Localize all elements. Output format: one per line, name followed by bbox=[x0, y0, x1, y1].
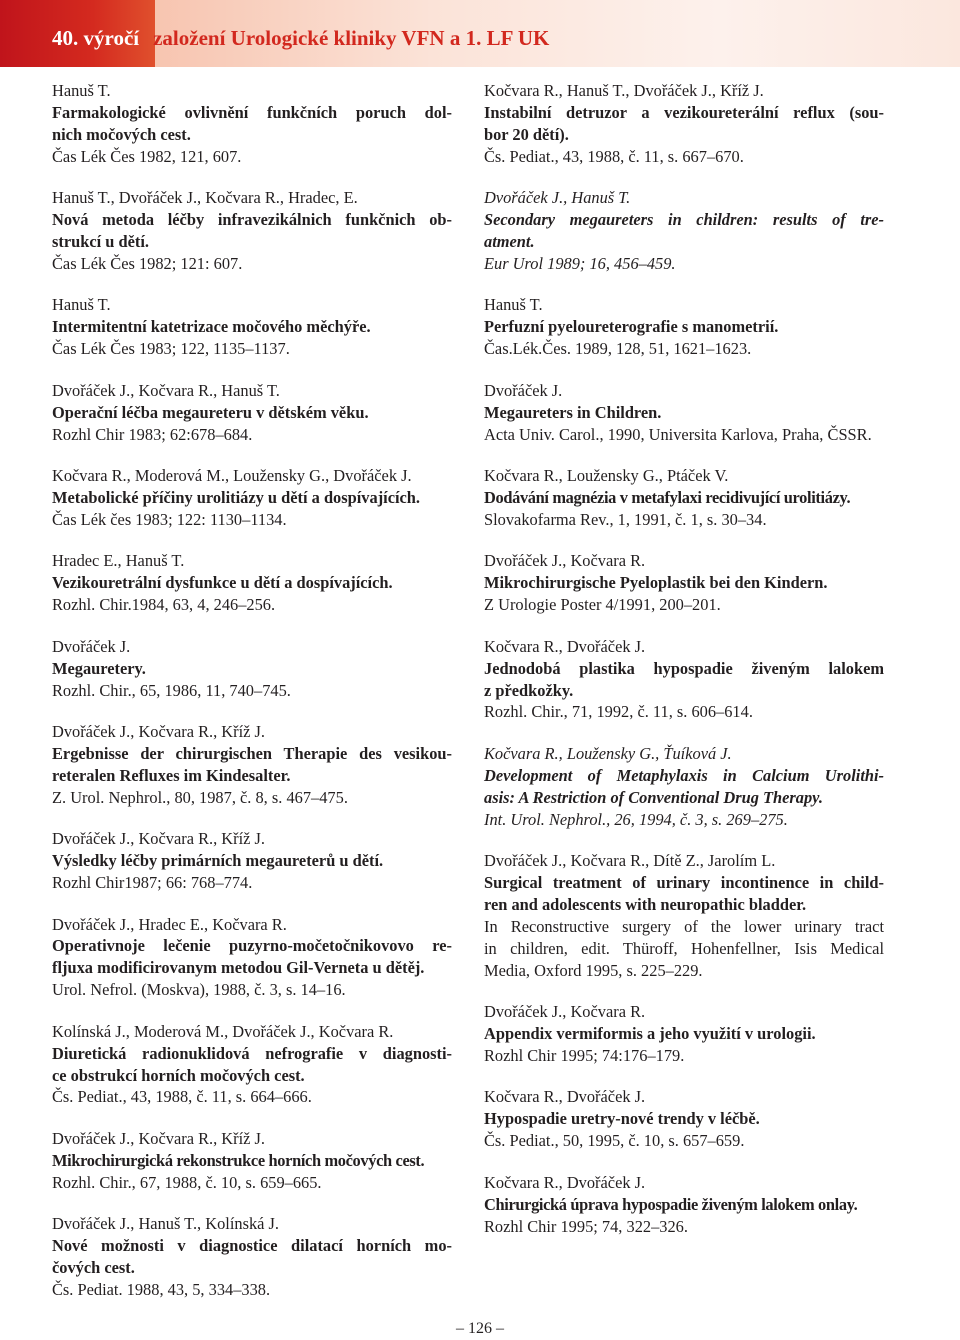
reference-authors: Kočvara R., Hanuš T., Dvořáček J., Kříž J. bbox=[484, 81, 764, 100]
reference-source-line: Čas Lék čes 1983; 122: 1130–1134. bbox=[52, 509, 287, 529]
reference-source-line: Rozhl Chir 1995; 74, 322–326. bbox=[484, 1216, 688, 1236]
reference-authors: Dvořáček J., Kočvara R., Kříž J. bbox=[52, 1128, 266, 1148]
reference-title-line: Operační léčba megaureteru v dětském věku. bbox=[52, 402, 369, 422]
reference-title-line: Megauretery. bbox=[52, 658, 146, 678]
reference-authors: Dvořáček J. bbox=[52, 636, 131, 656]
header-title: založení Urologické kliniky VFN a 1. LF UK bbox=[153, 26, 550, 50]
reference-title-line: Intermitentní katetrizace močového měchýře. bbox=[52, 317, 371, 337]
reference-authors: Dvořáček J., Kočvara R. bbox=[484, 1002, 646, 1022]
reference-entry bbox=[52, 636, 452, 702]
reference-authors: Dvořáček J., Kočvara R., Kříž J. bbox=[52, 722, 266, 741]
reference-authors: Kočvara R., Loužensky G., Ťuíková J. bbox=[484, 743, 732, 763]
reference-source-line: In Reconstructive surgery of the lower urinary tract bbox=[484, 916, 884, 936]
reference-entry bbox=[52, 187, 452, 275]
reference-title-line: Megaureters in Children. bbox=[484, 402, 662, 422]
reference-source-line: Rozhl. Chir.1984, 63, 4, 246–256. bbox=[52, 595, 276, 615]
reference-title-line: Mikrochirurgická rekonstrukce horních močových cest. bbox=[52, 1150, 425, 1170]
reference-source-line: Z. Urol. Nephrol., 80, 1987, č. 8, s. 467–475. bbox=[52, 787, 348, 807]
reference-source-line: Čas Lék Čes 1982; 121: 607. bbox=[52, 253, 243, 273]
reference-source-line: Slovakofarma Rev., 1, 1991, č. 1, s. 30–34. bbox=[484, 509, 767, 529]
reference-authors: Hanuš T. bbox=[484, 295, 543, 315]
reference-entry bbox=[484, 294, 884, 360]
reference-entry bbox=[52, 1213, 452, 1301]
reference-entry bbox=[52, 914, 452, 1002]
reference-source-line: Čas.Lék.Čes. 1989, 128, 51, 1621–1623. bbox=[484, 339, 752, 359]
reference-entry bbox=[484, 850, 884, 981]
reference-entry bbox=[484, 550, 884, 616]
reference-title-line: nich močových cest. bbox=[52, 124, 191, 144]
reference-source-line: Čas Lék Čes 1982, 121, 607. bbox=[52, 146, 242, 166]
header-banner bbox=[0, 0, 960, 67]
reference-title-line: Nová metoda léčby infravezikálnich funkčnich ob- bbox=[52, 210, 452, 230]
reference-source-line: Rozhl Chir 1983; 62:678–684. bbox=[52, 424, 253, 444]
reference-title-line: Operativnoje lečenie puzyrno-močetočnikovovo re- bbox=[52, 936, 452, 956]
reference-source-line: Rozhl Chir 1995; 74:176–179. bbox=[484, 1045, 685, 1065]
reference-authors: Kočvara R., Dvořáček J. bbox=[484, 1172, 646, 1192]
reference-source-line: in children, edit. Thüroff, Hohenfellner, Isis Medical bbox=[484, 938, 884, 958]
reference-title-line: Hypospadie uretry-nové trendy v léčbě. bbox=[484, 1109, 760, 1129]
reference-title-line: Vezikouretrální dysfunkce u dětí a dospívajících. bbox=[52, 573, 393, 593]
reference-authors: Dvořáček J., Kočvara R., Dítě Z., Jarolím L. bbox=[484, 851, 776, 871]
reference-title-line: bor 20 dětí). bbox=[484, 124, 569, 144]
reference-entry bbox=[52, 1021, 452, 1109]
reference-title-line: z předkožky. bbox=[484, 680, 574, 700]
references-left-column bbox=[52, 80, 452, 1321]
reference-authors: Dvořáček J. bbox=[484, 380, 563, 400]
page-number: – 126 – bbox=[456, 1320, 504, 1337]
reference-title-line: asis: A Restriction of Conventional Drug Therapy. bbox=[484, 787, 823, 807]
reference-source-line: Int. Urol. Nephrol., 26, 1994, č. 3, s. 269–275. bbox=[484, 809, 788, 829]
reference-source-line: Čs. Pediat. 1988, 43, 5, 334–338. bbox=[52, 1280, 271, 1299]
reference-title-line: Instabilní detruzor a vezikoureterální reflux (sou- bbox=[484, 102, 884, 122]
reference-source-line: Urol. Nefrol. (Moskva), 1988, č. 3, s. 14–16. bbox=[52, 980, 346, 1000]
reference-authors: Dvořáček J., Hanuš T. bbox=[484, 188, 631, 208]
reference-entry bbox=[52, 828, 452, 894]
reference-entry bbox=[52, 1128, 452, 1194]
reference-source-line: Rozhl. Chir., 71, 1992, č. 11, s. 606–614. bbox=[484, 702, 753, 722]
reference-entry bbox=[484, 380, 884, 446]
reference-title-line: Nové možnosti v diagnostice dilatací horních mo- bbox=[52, 1236, 452, 1256]
reference-source-line: Čs. Pediat., 50, 1995, č. 10, s. 657–659. bbox=[484, 1131, 745, 1151]
reference-title-line: Dodávání magnézia v metafylaxi recidivující urolitiázy. bbox=[484, 487, 851, 507]
reference-title-line: reteralen Refluxes im Kindesalter. bbox=[52, 765, 291, 785]
reference-authors: Kočvara R., Dvořáček J. bbox=[484, 1087, 646, 1107]
reference-title-line: Ergebnisse der chirurgischen Therapie des vesikou- bbox=[52, 743, 452, 763]
reference-entry bbox=[52, 380, 452, 446]
reference-authors: Dvořáček J., Kočvara R., Hanuš T. bbox=[52, 380, 280, 400]
reference-title-line: Farmakologické ovlivnění funkčních poruch dol- bbox=[52, 102, 452, 122]
page-header-title bbox=[52, 24, 549, 52]
reference-authors: Hanuš T. bbox=[52, 295, 111, 315]
reference-source-line: Acta Univ. Carol., 1990, Universita Karlova, Praha, ČSSR. bbox=[484, 424, 872, 444]
reference-authors: Kolínská J., Moderová M., Dvořáček J., Kočvara R. bbox=[52, 1021, 394, 1041]
reference-title-line: Jednodobá plastika hypospadie živeným lalokem bbox=[484, 658, 884, 678]
reference-entry bbox=[484, 1001, 884, 1067]
reference-entry bbox=[484, 636, 884, 724]
reference-authors: Dvořáček J., Hradec E., Kočvara R. bbox=[52, 914, 287, 934]
reference-authors: Hradec E., Hanuš T. bbox=[52, 551, 185, 571]
reference-authors: Dvořáček J., Kočvara R., Kříž J. bbox=[52, 829, 266, 849]
reference-title-line: Výsledky léčby primárních megaureterů u dětí. bbox=[52, 851, 384, 871]
reference-source-line: Eur Urol 1989; 16, 456–459. bbox=[484, 253, 676, 273]
reference-entry bbox=[484, 80, 884, 168]
reference-entry bbox=[484, 187, 884, 275]
reference-title-line: čových cest. bbox=[52, 1258, 135, 1278]
reference-entry bbox=[484, 465, 884, 531]
reference-source-line: Čas Lék Čes 1983; 122, 1135–1137. bbox=[52, 339, 290, 359]
reference-source-line: Čs. Pediat., 43, 1988, č. 11, s. 664–666. bbox=[52, 1087, 312, 1107]
reference-title-line: Development of Metaphylaxis in Calcium Urolithi- bbox=[484, 765, 884, 785]
reference-title-line: Diuretická radionuklidová nefrografie v diagnosti- bbox=[52, 1043, 452, 1063]
reference-title-line: Mikrochirurgische Pyeloplastik bei den Kindern. bbox=[484, 573, 828, 593]
reference-authors: Kočvara R., Loužensky G., Ptáček V. bbox=[484, 466, 729, 486]
reference-title-line: ren and adolescents with neuropathic bladder. bbox=[484, 894, 807, 914]
reference-authors: Hanuš T. bbox=[52, 81, 111, 100]
reference-title-line: ce obstrukcí horních močových cest. bbox=[52, 1065, 305, 1085]
reference-entry bbox=[52, 550, 452, 616]
reference-title-line: Metabolické příčiny urolitiázy u dětí a dospívajících. bbox=[52, 487, 421, 507]
reference-source-line: Z Urologie Poster 4/1991, 200–201. bbox=[484, 595, 721, 615]
reference-title-line: Secondary megaureters in children: results of tre- bbox=[484, 210, 884, 230]
reference-authors: Kočvara R., Dvořáček J. bbox=[484, 636, 646, 656]
reference-title-line: atment. bbox=[484, 232, 535, 252]
reference-entry bbox=[52, 721, 452, 809]
reference-source-line: Rozhl. Chir., 65, 1986, 11, 740–745. bbox=[52, 680, 291, 700]
reference-authors: Dvořáček J., Kočvara R. bbox=[484, 551, 646, 571]
reference-source-line: Media, Oxford 1995, s. 225–229. bbox=[484, 960, 703, 980]
reference-authors: Kočvara R., Moderová M., Loužensky G., Dvořáček J. bbox=[52, 466, 412, 486]
reference-authors: Hanuš T., Dvořáček J., Kočvara R., Hradec, E. bbox=[52, 188, 358, 208]
reference-title-line: strukcí u dětí. bbox=[52, 232, 149, 252]
reference-entry bbox=[484, 743, 884, 831]
references-right-column bbox=[484, 80, 884, 1257]
reference-source-line: Čs. Pediat., 43, 1988, č. 11, s. 667–670. bbox=[484, 146, 744, 166]
reference-title-line: fljuxa modificirovanym metodou Gil-Verneta u dětěj. bbox=[52, 958, 425, 978]
anniversary-label: 40. výročí bbox=[52, 26, 140, 50]
reference-source-line: Rozhl. Chir., 67, 1988, č. 10, s. 659–665. bbox=[52, 1172, 322, 1192]
reference-entry bbox=[484, 1172, 884, 1238]
reference-entry bbox=[52, 80, 452, 168]
reference-source-line: Rozhl Chir1987; 66: 768–774. bbox=[52, 873, 253, 893]
reference-title-line: Perfuzní pyeloureterografie s manometrií. bbox=[484, 317, 779, 337]
reference-entry bbox=[484, 1086, 884, 1152]
reference-title-line: Chirurgická úprava hypospadie živeným lalokem onlay. bbox=[484, 1194, 858, 1214]
reference-entry bbox=[52, 294, 452, 360]
reference-title-line: Surgical treatment of urinary incontinence in child- bbox=[484, 873, 884, 893]
reference-title-line: Appendix vermiformis a jeho využití v urologii. bbox=[484, 1024, 816, 1044]
reference-entry bbox=[52, 465, 452, 531]
reference-authors: Dvořáček J., Hanuš T., Kolínská J. bbox=[52, 1214, 280, 1234]
